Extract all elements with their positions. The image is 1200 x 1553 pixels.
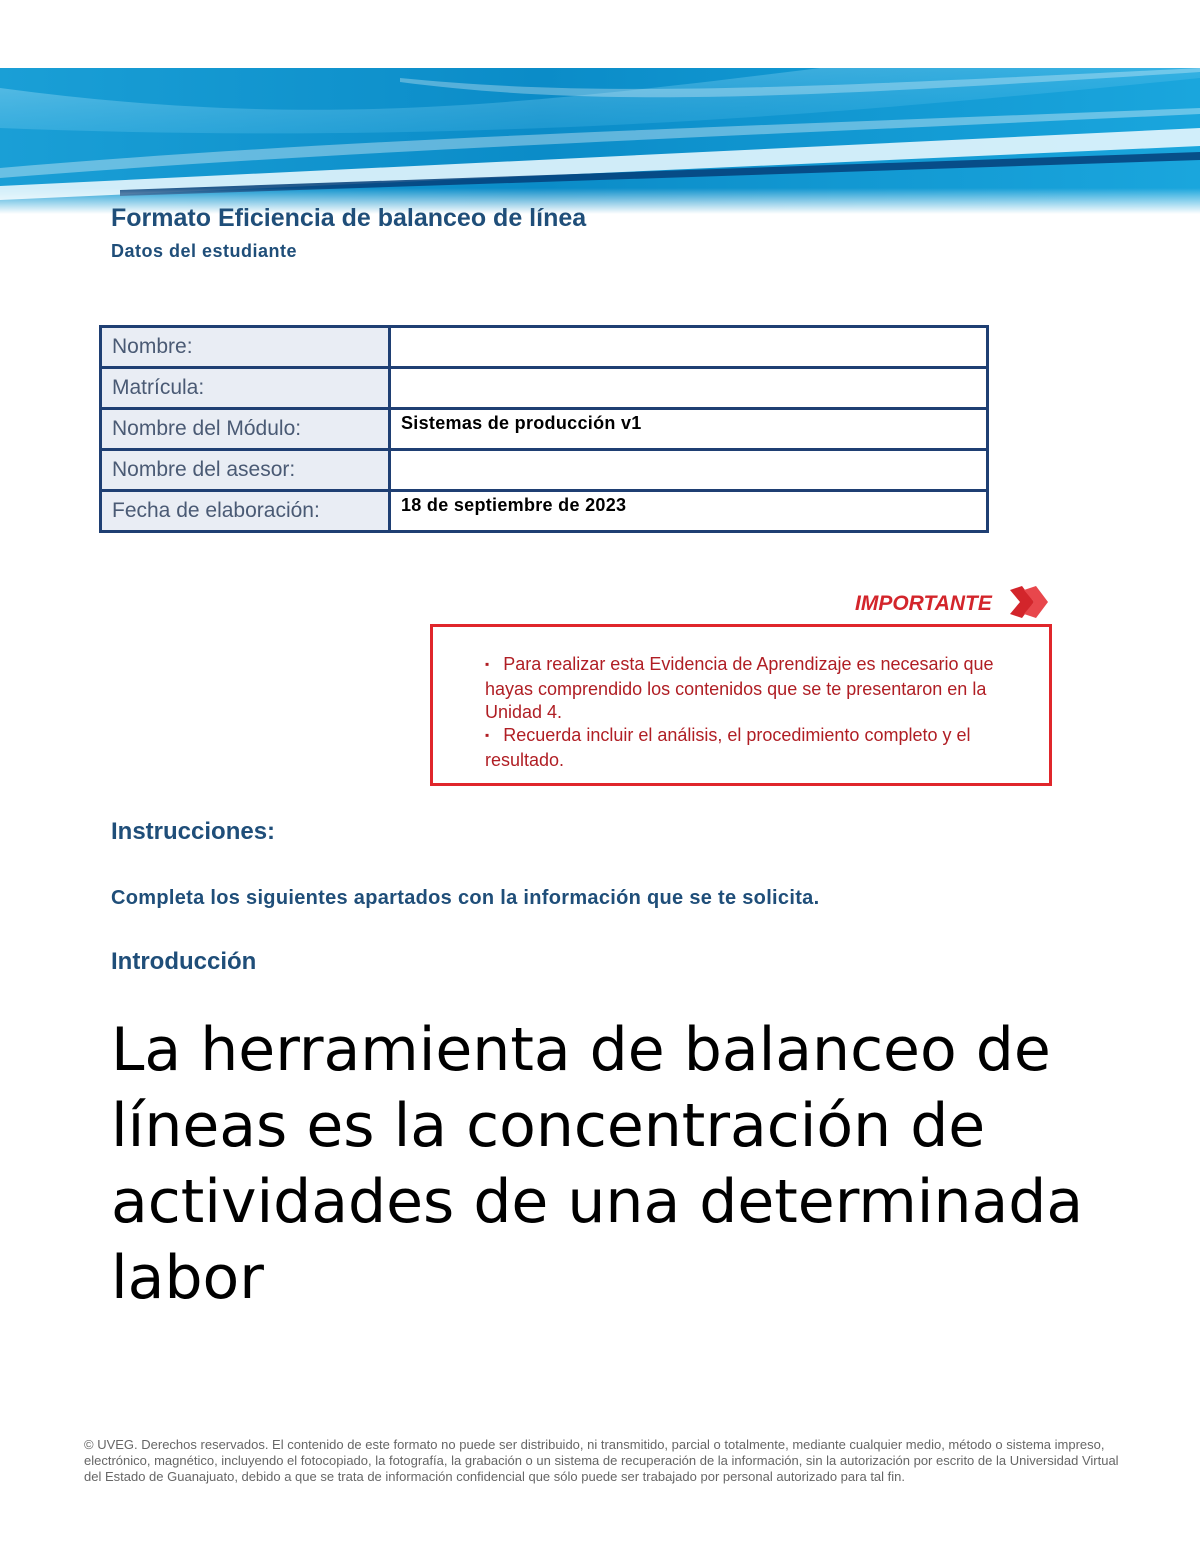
table-row [101, 491, 988, 532]
document-title: Formato Eficiencia de balanceo de línea [111, 204, 587, 232]
instructions-text: Completa los siguientes apartados con la información que se te solicita. [111, 887, 820, 909]
field-label: Nombre del Módulo: [101, 409, 390, 450]
copyright-footer: © UVEG. Derechos reservados. El contenido de este formato no puede ser distribuido, ni transmitido, parcial o totalmente, mediante cualquier medio, método o sistema impreso, electrónico, magnético, incluyendo el fotocopiado, la fotografía, la grabación o un sistema de recuperación de la información, sin la autorización por escrito de la Universidad Virtual del Estado de Guanajuato, debido a que se trata de información confidencial que sólo puede ser trabajado por personal autorizado para tal fin. [84, 1437, 1119, 1484]
important-label: IMPORTANTE [855, 592, 992, 615]
list-item [485, 653, 995, 724]
important-list [485, 653, 995, 772]
instructions-heading: Instrucciones: [111, 818, 276, 845]
field-label: Matrícula: [101, 368, 390, 409]
table-row [101, 368, 988, 409]
list-item-text: Para realizar esta Evidencia de Aprendizaje es necesario que hayas comprendido los contenidos que se te presentaron en la Unidad 4. [485, 654, 994, 722]
introduction-heading: Introducción [111, 948, 257, 975]
important-notice-box [430, 624, 1052, 786]
list-item [485, 724, 995, 772]
field-label: Nombre del asesor: [101, 450, 390, 491]
module-name-field[interactable]: Sistemas de producción v1 [390, 409, 988, 450]
introduction-body[interactable]: La herramienta de balanceo de líneas es la concentración de actividades de una determinada labor [111, 1015, 1084, 1313]
bullet-icon: ▪ [485, 728, 490, 742]
name-field[interactable] [390, 327, 988, 368]
student-data-table [99, 325, 989, 533]
list-item-text: Recuerda incluir el análisis, el procedimiento completo y el resultado. [485, 725, 971, 770]
enrollment-field[interactable] [390, 368, 988, 409]
document-subtitle: Datos del estudiante [111, 241, 298, 261]
double-chevron-right-icon [1008, 584, 1050, 625]
table-row [101, 409, 988, 450]
advisor-field[interactable] [390, 450, 988, 491]
header-banner [0, 68, 1200, 214]
date-field[interactable]: 18 de septiembre de 2023 [390, 491, 988, 532]
table-row [101, 450, 988, 491]
field-label: Nombre: [101, 327, 390, 368]
field-label: Fecha de elaboración: [101, 491, 390, 532]
table-row [101, 327, 988, 368]
bullet-icon: ▪ [485, 657, 490, 671]
